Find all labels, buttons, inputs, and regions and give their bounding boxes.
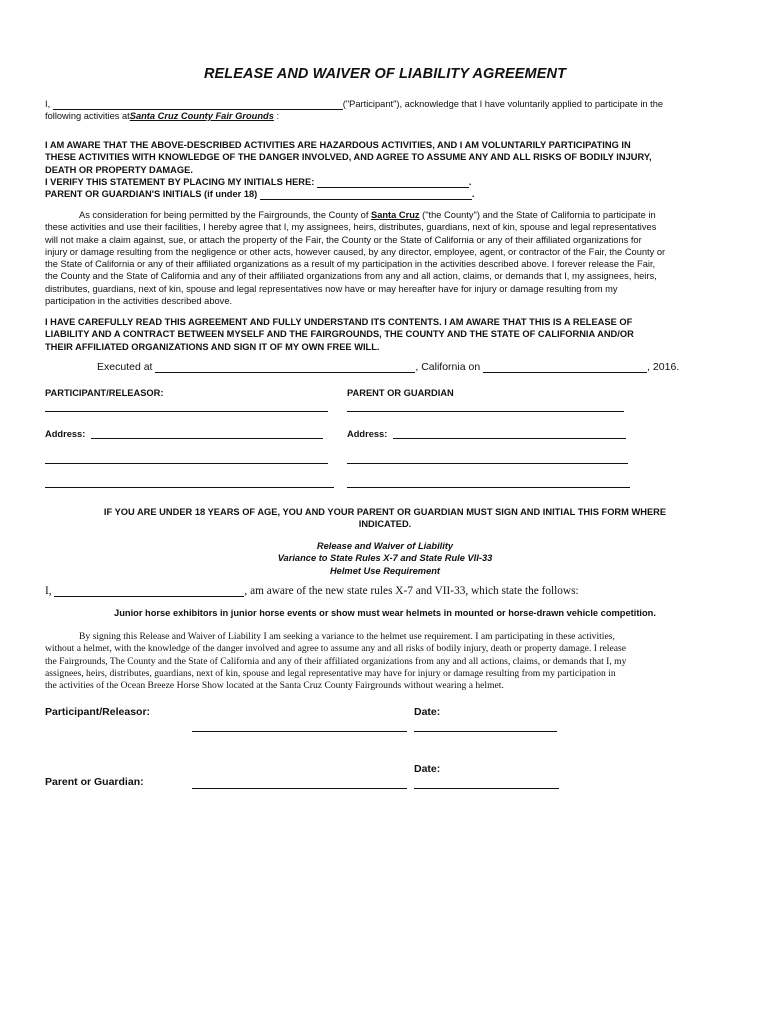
parent-address-line-2[interactable] — [347, 463, 628, 464]
parent-signature-line[interactable] — [347, 411, 624, 412]
final-date-label-2: Date: — [414, 763, 441, 775]
intro-colon: : — [273, 111, 280, 121]
aware-name-field[interactable] — [54, 596, 244, 597]
consideration-line-2: these activities and use their facilities, I hereby agree that I, my assignees, heirs, distributes, guardians, next of kin, spouse and legal representatives — [45, 222, 657, 233]
under-18-line-2: INDICATED. — [358, 519, 412, 530]
hazard-line-2: THESE ACTIVITIES WITH KNOWLEDGE OF THE DANGER INVOLVED, AND AGREE TO ASSUME ANY AND ALL RISKS OF BODILY INJURY, — [45, 152, 652, 163]
executed-date-field[interactable] — [483, 372, 647, 373]
final-date-line-1[interactable] — [414, 731, 557, 732]
verify-period: . — [468, 176, 472, 187]
aware-i: I, — [45, 585, 52, 597]
careful-line-1: I HAVE CAREFULLY READ THIS AGREEMENT AND FULLY UNDERSTAND ITS CONTENTS. I AM AWARE THAT THIS IS A RELEASE OF — [45, 317, 633, 327]
final-date-line-2[interactable] — [414, 788, 559, 789]
california-on-text: , California on — [415, 361, 481, 373]
consideration-line-8: participation in the activities described above. — [45, 296, 233, 307]
hazard-line-3: DEATH OR PROPERTY DAMAGE. — [45, 164, 193, 175]
signing-line-4: assignees, heirs, distributes, guardians, next of kin, spouse and legal representative may have for injury or damage resulting from my participation in — [45, 667, 616, 679]
hazard-line-1: I AM AWARE THAT THE ABOVE-DESCRIBED ACTIVITIES ARE HAZARDOUS ACTIVITIES, AND I AM VOLUNTARILY PARTICIPATING IN — [45, 140, 631, 150]
junior-helmet-rule: Junior horse exhibitors in junior horse events or show must wear helmets in mounted or horse-drawn vehicle competition. — [114, 608, 656, 618]
parent-initials-field[interactable] — [260, 199, 472, 200]
consideration-line-5: the State of California or any of their affiliated organizations as a result of my participation in the activities described above. I forever release the Fair, — [45, 259, 656, 270]
parent-address-label: Address: — [347, 429, 388, 439]
consideration-paragraph — [45, 209, 745, 307]
aware-line — [45, 585, 579, 597]
aware-text: , am aware of the new state rules X-7 and VII-33, which state the follows: — [244, 585, 579, 597]
county-name: Santa Cruz — [371, 210, 420, 220]
variance-title-3: Helmet Use Requirement — [329, 565, 441, 576]
participant-address-line-2[interactable] — [45, 463, 328, 464]
following-activities-text: following activities at — [45, 111, 130, 121]
parent-address-line-1[interactable] — [393, 438, 626, 439]
under-18-notice — [20, 506, 750, 531]
consideration-line-4: injury or damage resulting from the negligence or other acts, however caused, by any director, employee, agent, or contractor of the Fair, the County or — [45, 246, 666, 257]
careful-block — [45, 316, 745, 353]
verify-text: I VERIFY THIS STATEMENT BY PLACING MY INITIALS HERE: — [45, 176, 315, 187]
final-date-label-1: Date: — [414, 706, 441, 718]
final-participant-signature-line[interactable] — [192, 731, 407, 732]
participant-address-label: Address: — [45, 429, 86, 439]
careful-line-2: LIABILITY AND A CONTRACT BETWEEN MYSELF AND THE FAIRGROUNDS, THE COUNTY AND THE STATE OF CALIFORNIA AND/OR — [45, 329, 634, 340]
variance-title-2: Variance to State Rules X-7 and State Rule VII-33 — [277, 553, 493, 564]
signing-paragraph — [45, 631, 745, 692]
location-text: Santa Cruz County Fair Grounds — [129, 111, 274, 121]
under-18-line-1: IF YOU ARE UNDER 18 YEARS OF AGE, YOU AND YOUR PARENT OR GUARDIAN MUST SIGN AND INITIAL THIS FORM WHERE — [103, 507, 667, 517]
signing-line-3: the Fairgrounds, The County and the State of California and any of their affiliated organizations from any and all actions, claims, or demands that I, my — [45, 655, 627, 667]
intro-i: I, — [45, 99, 51, 109]
executed-at-text: Executed at — [97, 361, 153, 373]
year-text: , 2016. — [647, 361, 680, 373]
participant-signature-line[interactable] — [45, 411, 328, 412]
variance-title-1: Release and Waiver of Liability — [316, 541, 454, 551]
participant-address-line-1[interactable] — [91, 438, 323, 439]
executed-line — [97, 361, 679, 373]
consideration-line-7: distributes, guardians, next of kin, spouse and legal representatives now have or may hereafter have for injury or damage resulting from my — [45, 283, 618, 294]
participant-releasor-label: PARTICIPANT/RELEASOR: — [45, 388, 164, 398]
parent-guardian-label: PARENT OR GUARDIAN — [347, 388, 454, 398]
hazard-block — [45, 139, 745, 200]
consideration-line-3: will not make a claim against, sue, or attach the property of the Fair, the County or the State of California or any of their affiliated organizations for — [45, 234, 642, 245]
signing-line-5: the activities of the Ocean Breeze Horse Show located at the Santa Cruz County Fairgrounds without wearing a helmet. — [45, 680, 504, 692]
parent-initials-line — [45, 188, 745, 200]
parent-initials-period: . — [471, 189, 475, 200]
consideration-text-a: As consideration for being permitted by the Fairgrounds, the County of — [79, 210, 369, 220]
careful-line-3: THEIR AFFILIATED ORGANIZATIONS AND SIGN IT OF MY OWN FREE WILL. — [45, 341, 380, 352]
verify-line — [45, 176, 745, 188]
participant-address-line-3[interactable] — [45, 487, 334, 488]
participant-tag: ("Participant"), acknowledge that I have voluntarily applied to participate in the — [342, 99, 664, 109]
parent-address-line-3[interactable] — [347, 487, 630, 488]
intro-line-2 — [45, 110, 279, 122]
parent-initials-text: PARENT OR GUARDIAN'S INITIALS (if under 18) — [45, 189, 258, 200]
final-parent-label: Parent or Guardian: — [45, 776, 144, 788]
document-title: RELEASE AND WAIVER OF LIABILITY AGREEMENT — [203, 66, 567, 82]
final-participant-label: Participant/Releasor: — [45, 706, 151, 718]
signing-line-2: without a helmet, with the knowledge of the danger involved and agree to assume any and all risks of bodily injury, death or property damage. I release — [45, 643, 626, 655]
variance-block — [20, 540, 750, 577]
signing-line-1: By signing this Release and Waiver of Liability I am seeking a variance to the helmet use requirement. I am participating in these activities, — [79, 631, 615, 642]
consideration-text-b: ("the County") and the State of California to participate in — [422, 210, 656, 220]
consideration-line-6: the County and the State of California and any of their affiliated organizations from any and all action, claims, or demands that I, my assignees, heirs, — [45, 271, 657, 282]
intro-line-1 — [45, 98, 735, 110]
consideration-line-1 — [45, 209, 745, 221]
executed-location-field[interactable] — [155, 372, 415, 373]
final-parent-signature-line[interactable] — [192, 788, 407, 789]
